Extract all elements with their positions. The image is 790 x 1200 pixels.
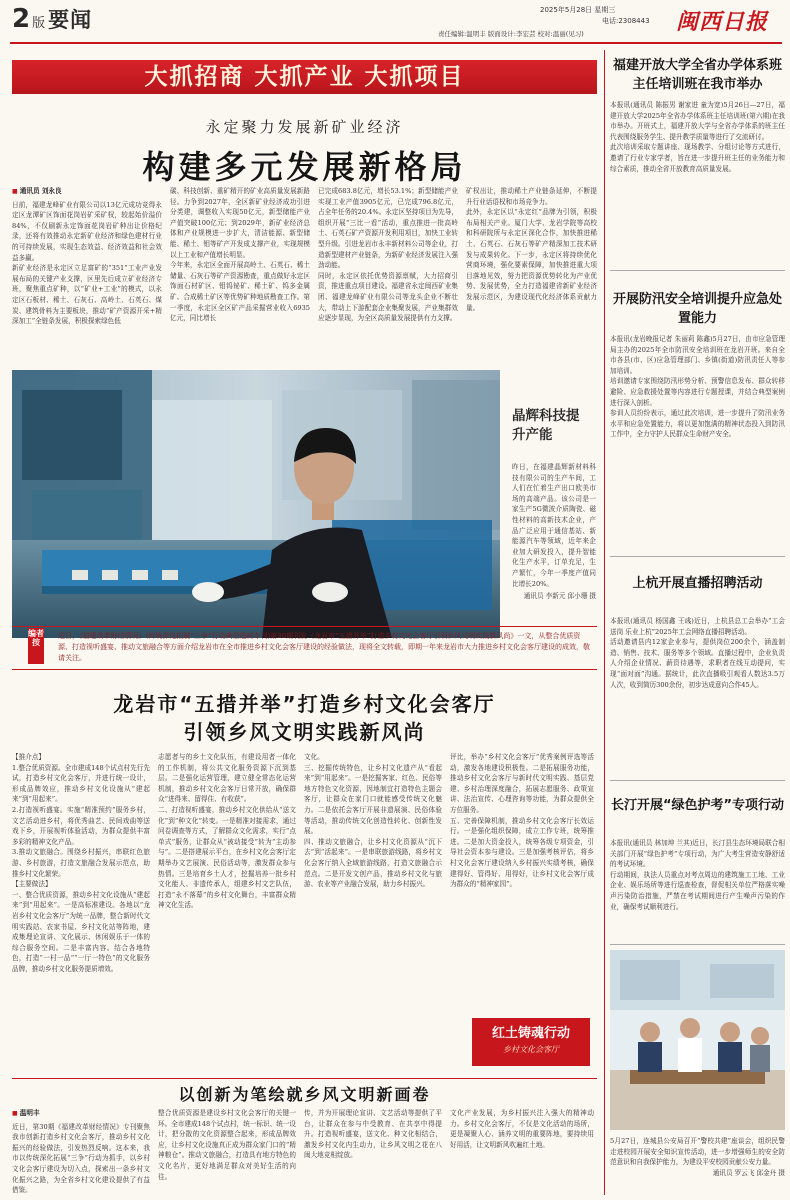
photo1-caption bbox=[512, 462, 596, 602]
photo1-caption-text: 昨日，在福建晶辉新材料科技有限公司的生产车间，工人们在忙着生产出口欧美市场的高端产品。该公司是一家生产5G微波介质陶瓷、磁性材料的高新技术企业，产品广泛应用于通信基站、新能源汽车等领域，近年来企业加大研发投入，提升智能化生产水平，订单充足，生产繁忙，今年一季度产值同比增长20%。 bbox=[512, 463, 596, 588]
right-divider-2 bbox=[610, 556, 785, 557]
right-divider-4 bbox=[610, 944, 785, 945]
page-number bbox=[12, 4, 92, 34]
article3-column-4: 文化产业发展，为乡村振兴注入强大的精神动力。乡村文化会客厅，不仅是文化活动的场所，更是凝聚人心、涵养文明的重要阵地，要持续用好用活，让文明新风吹遍红土地。 bbox=[450, 1109, 594, 1149]
article2-column-4: 评比，举办“乡村文化会客厅”优秀案例评选等活动，激发各地建设积极性。二是拓展服务功能，推动乡村文化会客厅与新时代文明实践、基层党建、乡村治理深度融合，拓展志愿服务、政策宣讲、法治宣传、心理咨询等功能，为群众提供全方位服务。 五、完善保障机制，推动乡村文化会客厅长效运行。一是强化组织保障，成立工作专班，统筹推进。二是加大资金投入，统筹各级专项资金，引导社会资本参与建设。三是加强考核评估，将乡村文化会客厅建设纳入乡村振兴实绩考核，确保建得好、管得好、用得好，让乡村文化会客厅成为群众的“精神家园”。 bbox=[450, 753, 594, 889]
article3-column-1 bbox=[12, 1108, 150, 1196]
article1-col3-text: 已完成683.8亿元，增长53.1%；新型储能产业实现工业产值3905亿元，已完成796.8亿元，占全年任务的20.4%。永定区坚持项目为先导，组织开展“三比一看”活动，重点推进一批高岭土、石英石矿产资源开发利用项目，加快工业转型升级。引进龙岩市永丰新材料公司等企业，打造新型建材产业链条，为新矿业经济发展注入强劲动能。 bbox=[318, 187, 458, 270]
editors-note-tag: 编者按 bbox=[28, 628, 44, 664]
article2-column-3: 文化。 三、挖掘传统特色，让乡村文化遗产从“看起来”到“用起来”。一是挖掘客家、红色、民俗等地方特色文化资源，因地制宜打造特色主题会客厅，让群众在家门口就能感受传统文化魅力。二是依托会客厅开展非遗展演、民俗体验等活动，推动传统文化创造性转化、创新性发展。 四、推动文旅融合，让乡村文化资源从“沉下去”到“活起来”。一是串联旅游线路，将乡村文化会客厅纳入全域旅游线路，打造文旅融合示范点。二是开发文创产品，推动乡村文化与旅游、农业等产业融合发展，助力乡村振兴。 bbox=[304, 753, 442, 889]
editors-note-text: 近日，《福建改革财经情况》(传统深化拓展“三争”行动典型选树专刊)第30期刊发《龙岩市“五措并举”打造乡村文化会客厅引领乡风文明实践新风尚》一文，从整合优质资源、打造视听盛宴、推动文旅融合等方面介绍龙岩市在全市推进乡村文化会客厅建设的经验做法，现将全文转载，即期一年来龙岩市大力推进乡村文化会客厅建设的成效，敬请关注。 bbox=[58, 632, 590, 662]
article1-col2b-text: 今年来，永定区全面开展高岭土、石英石、稀土储量、石灰石等矿产资源勘查，重点做好永定区饰面石材矿区、钼钨铋矿、稀土矿、钨多金属矿、合成稀土矿区等优势矿种地质勘查工作。第一季度，永定区全区矿产品采掘营业收入6935亿元，同比增长 bbox=[170, 261, 310, 323]
article3-headline: 以创新为笔绘就乡风文明新画卷 bbox=[178, 1085, 431, 1104]
right-article1-body: 本报讯(通讯员 陈振男 谢家进 童为宽)5月26日—27日，福建开放大学2025年全省办学体系班主任培训班(第六期)在我市举办。开班式上，福建开放大学与全省办学体系的班主任代表围绕服务学生、提升教学质量等进行了交流研讨。 此次培训采取专题讲座、现场教学、分组讨论等方式进行，邀请了行业专家学者，旨在进一步提升班主任的业务能力和综合素质，推动全省开放教育高质量发展。 bbox=[610, 101, 785, 173]
right-article3-headline: 上杭开展直播招聘活动 bbox=[632, 576, 763, 591]
article1-headline: 构建多元发展新格局 bbox=[142, 148, 467, 186]
right-article1-headline: 福建开放大学全省办学体系班主任培训班在我市举办 bbox=[612, 58, 782, 92]
campaign-banner bbox=[12, 60, 597, 94]
top-rule bbox=[10, 42, 782, 44]
newspaper-logo: 闽西日报 bbox=[676, 9, 769, 35]
article1-kicker: 永定聚力发展新矿业经济 bbox=[205, 118, 404, 136]
editors-line: 责任编辑:温明丰 版面设计:李宏芸 校对:温丽(见习) bbox=[438, 30, 584, 38]
factory-worker-photo bbox=[12, 370, 500, 638]
article1-col2-text: 碳、科技创新、重矿精开的矿业高质量发展新路径。力争到2027年，全区新矿业经济成功引进分类建，调整收入实现50亿元，新型储能产业产值突破100亿元；到2029年，新矿业经济总体和产业规模进一步扩大，清洁能源、新型储能、稀土、钼等矿产开发成支撑产业，实现规模以上工业和产值增长明显。 bbox=[170, 187, 310, 259]
article1-col1-text: 日前，福建龙峰矿业有限公司以13亿元成功竞得永定区龙潭矿区饰面花岗岩矿采矿权，较起始价溢价84%，不仅刷新永定饰面花岗岩矿种出让价格纪录，还将有效推动永定新矿业经济和绿色建材行业的可持续发展，实现生态效益、经济效益和社会效益多赢。 bbox=[12, 200, 162, 262]
article2-headline-line1: 龙岩市“五措并举”打造乡村文化会客厅 bbox=[113, 692, 496, 716]
right-photo-caption-text: 5月27日，连城县公安局召开“警校共建”座谈会，组织民警走进校园开展安全知识宣传活动，进一步增强师生的安全防范意识和自我保护能力，为建设平安校园贡献公安力量。 bbox=[610, 1137, 785, 1167]
article1-column-2 bbox=[170, 186, 310, 364]
right-article4-body: 本报讯(通讯员 林加坤 兰其)近日，长汀县生态环境局联合相关部门开展“绿色护考”专项行动，为广大考生营造安静舒适的考试环境。 行动期间，执法人员重点对考点周边的建筑施工工地、工业企业、娱乐场所等进行巡查检查，督促相关单位严格落实噪声污染防治措施，严禁在考试期间进行产生噪声污染的作业，确保考试顺利进行。 bbox=[610, 839, 785, 911]
issue-date: 2025年5月28日 星期三 bbox=[540, 6, 616, 14]
page-number-value: 2 bbox=[12, 4, 31, 34]
article1-column-4 bbox=[466, 186, 597, 364]
police-school-photo bbox=[610, 950, 785, 1130]
article2-headline-line2: 引领乡风文明实践新风尚 bbox=[183, 720, 426, 744]
right-photo-credit: 通讯员 罗云飞 邱金丹 摄 bbox=[712, 1168, 785, 1177]
right-article3-body: 本报讯(通讯员 杨国鑫 王彧)近日，上杭县总工会举办“工会送岗 乐业上杭”2025年工会网络直播招聘活动。 活动邀请县内12家企业参与，提供岗位200余个，涵盖制造、销售、技术、服务等多个领域。直播过程中，企业负责人介绍企业情况、薪资待遇等，求职者在线互动提问，实现“面对面”沟通。据统计，此次直播吸引观看人数达3.5万人次，收到简历300余份，初步达成意向合作45人。 bbox=[610, 617, 785, 689]
article1-col4-text: 矿权出让，推动稀土产业链条延伸，不断提升行业话语权和市场竞争力。 bbox=[466, 187, 597, 206]
article1-col4b-text: 此外，永定区以“永定红”品牌为引领，积极布局相关产业。厦门大学、龙岩学院等高校和科研院所与永定区深化合作，加快推进稀土、石英石、石灰石等矿产精深加工技术研发与成果转化。下一步，永定区将持续优化营商环境，强化要素保障，加快推进重大项目落地见效，努力把资源优势转化为产业优势、发展优势，全力打造福建省新矿业经济发展示范区，为建设现代化经济体系贡献力量。 bbox=[466, 208, 597, 312]
article3-column-2: 整合优质资源是建设乡村文化会客厅的关键一环。全市建成148个试点村，统一标识、统一设计，把分散的文化资源整合起来，形成品牌效应，让乡村文化设施真正成为群众家门口的“精神粮仓”。推动文旅融合，打造具有地方特色的文化名片，更好地满足群众对美好生活的向往。 bbox=[158, 1109, 296, 1181]
factory-worker-illustration bbox=[12, 370, 500, 638]
section-name: 要闻 bbox=[48, 8, 93, 32]
article2-column-1: 【推介点】 1.整合优质资源。全市建成148个试点村先行先试，打造乡村文化会客厅，并进行统一设计，形成品牌效应，推动乡村文化设施从“建起来”到“用起来”。 2.打造视听盛宴。实施“精准预约”服务乡村，文艺活动进乡村，将优秀曲艺、民间戏曲等送戏下乡，开展视听体验活动，为群众提供丰富多彩的精神文化产品。 3.推动文旅融合。围绕乡村振兴，串联红色旅游、乡村旅游，打造文旅融合发展示范点，助推乡村文化繁荣。 【主要做法】 一、整合优质资源，推动乡村文化设施从“建起来”到“用起来”。一是高标准建设。各地以“龙岩乡村文化会客厅”为统一品牌，整合新时代文明实践站、农家书屋、乡村文化站等阵地，建成集理论宣讲、文化展示、休闲娱乐于一体的综合服务空间。二是丰富内容。结合各地特色，打造“一村一品”“一厅一特色”的文化服务品牌，推动乡村文化服务提质增效。 bbox=[12, 753, 150, 973]
photo1-caption-title: 晶辉科技提升产能 bbox=[512, 408, 580, 443]
right-column-divider bbox=[604, 50, 605, 1195]
right-divider-1 bbox=[610, 270, 785, 271]
right-article2-body: 本报讯(龙岩晚报记者 朱丽莉 陈鑫)5月27日，由市应急管理局主办的2025年全市防汛安全培训班在龙岩开班。来自全市各县(市、区)应急管理部门、乡镇(街道)防汛责任人等参加培训。 培训邀请专家围绕防汛形势分析、预警信息发布、群众转移避险、应急救援处置等内容进行专题授课，并结合典型案例进行深入剖析。 参训人员纷纷表示，通过此次培训，进一步提升了防汛业务水平和应急处置能力，将以更加饱满的精神状态投入到防汛工作中，全力守护人民群众生命财产安全。 bbox=[610, 335, 785, 439]
article3-col1-text: 近日，第30期《福建改革财经情况》专刊聚焦我市创新打造乡村文化会客厅，推动乡村文化振兴的经验做法，引发热烈反响。这本来，我市以传统深化拓展“三争”行动为抓手，以乡村文化会客厅建设为切入点，探索出一条乡村文化振兴之路，为全省乡村文化建设提供了有益借鉴。 bbox=[12, 1122, 150, 1195]
page-unit: 版 bbox=[32, 16, 46, 31]
red-soil-campaign-title: 红土铸魂行动 bbox=[491, 1026, 570, 1041]
right-article4-headline: 长汀开展“绿色护考”专项行动 bbox=[610, 798, 785, 813]
right-divider-3 bbox=[610, 780, 785, 781]
article1-col1b-text: 新矿业经济是永定区立足富矿的“351”工业产业发展布局的关键产业支撑，区里先后成立矿业经济专班，聚焦重点矿种，以“矿业+工业”的模式，以永定区石板材、稀土、石灰石、高岭土、石英石、煤炭、建筑骨料为主要板块，推动“矿产资源开采+精深加工”全链条发展，积极探索绿色低 bbox=[12, 264, 162, 326]
commentary-top-rule bbox=[12, 1078, 597, 1079]
article1-col3b-text: 同时，永定区依托优势资源禀赋，大力招商引资，推进重点项目建设。福建省永定闽西矿业集团、福建龙峰矿业有限公司等龙头企业不断壮大，带动上下游配套企业集聚发展，产业集群效应逐步显现，为全区高质量发展提供有力支撑。 bbox=[318, 271, 458, 323]
article1-column-3 bbox=[318, 186, 458, 364]
masthead bbox=[0, 0, 790, 44]
red-soil-campaign-subtitle: 乡村文化会客厅 bbox=[503, 1045, 559, 1054]
article3-column-3: 传，并为开展理论宣讲、文艺活动等提供了平台，让群众在参与中受教育、在共享中得提升。打造视听盛宴，送文化、种文化相结合，激发乡村文化内生动力，让乡风文明之花在八闽大地竞相绽放。 bbox=[304, 1109, 442, 1160]
phone-line: 电话:2308443 bbox=[602, 17, 650, 25]
photo1-credit: 通讯员 李新元 邱小珊 摄 bbox=[523, 592, 596, 601]
article2-column-2: 志愿者与的乡土文化队伍，有建设用者一体化的工作机制，将公共文化服务资源下沉到基层。二是强化运营管理，建立健全常态化运营机制，推动乡村文化会客厅日常开放，确保群众“进得来、留得住、有收获”。 二、打造视听盛宴，推动乡村文化供给从“送文化”到“种文化”转变。一是精准对接需求，通过问卷调查等方式，了解群众文化需求，实行“点单式”服务，让群众从“被动接受”转为“主动参与”。二是搭建展示平台，在乡村文化会客厅定期举办文艺展演、民俗活动等，激发群众参与热情。三是培育乡土人才，挖掘培养一批乡村文化能人、非遗传承人，组建乡村文艺队伍，打造“永不落幕”的乡村文化舞台，丰富群众精神文化生活。 bbox=[158, 753, 296, 910]
right-photo-caption bbox=[610, 1136, 785, 1180]
campaign-banner-text: 大抓招商 大抓产业 大抓项目 bbox=[144, 64, 465, 90]
article1-byline: ■ 通讯员 刘永良 bbox=[12, 186, 162, 198]
article3-byline: ■ 温明丰 bbox=[12, 1108, 150, 1120]
right-article2-headline: 开展防汛安全培训提升应急处置能力 bbox=[612, 292, 782, 326]
article1-column-1 bbox=[12, 186, 162, 364]
police-school-illustration bbox=[610, 950, 785, 1130]
